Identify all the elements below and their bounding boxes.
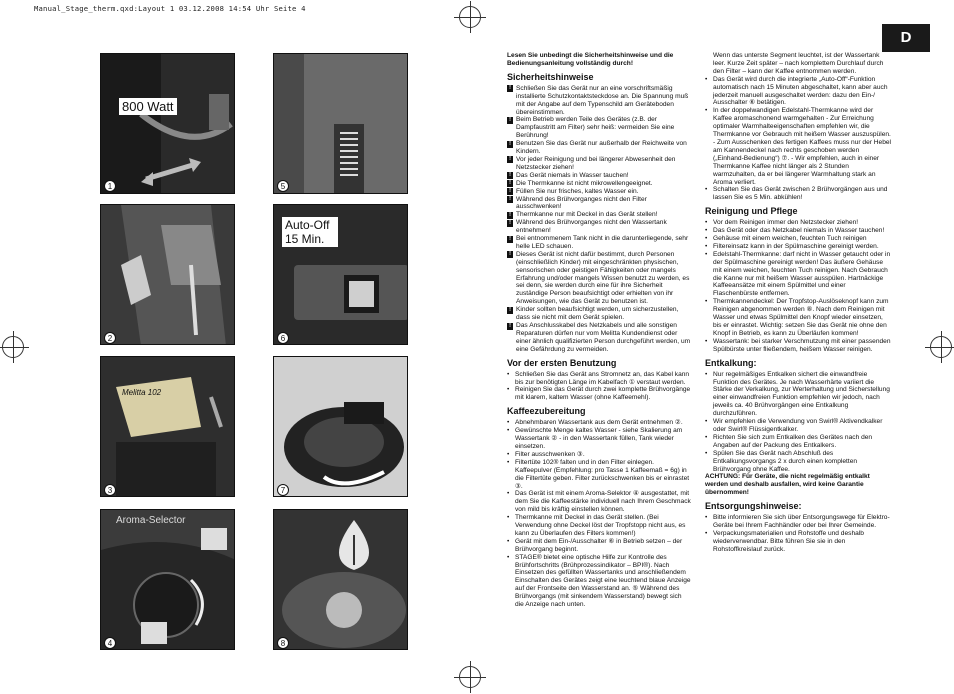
registration-mark-top — [459, 6, 481, 28]
bullet-icon: • — [705, 337, 708, 345]
text-column-2 — [705, 52, 891, 554]
list-item — [705, 338, 891, 354]
item-text: Richten Sie sich zum Entkalken des Gerätes nach den Angaben auf der Packung des Entkalkers. — [713, 433, 873, 449]
item-text: Während des Brühvorganges nicht den Filter ausschwenken! — [516, 195, 647, 211]
figure-7 — [273, 356, 408, 497]
item-text: Thermkannendeckel: Der Tropfstop-Auslöseknopf kann zum Reinigen abgenommen werden ⑧. Nach dem Reinigen mit Wasser und etwas Spülmittel den Knopf wieder einsetzen, bis er einrastet. Wichtig: setzen Sie das Gerät nie ohne den Knopf in Betrieb, es kann zu Überläufen kommen! — [713, 298, 889, 337]
item-text: Reinigen Sie das Gerät durch zwei komplette Brühvorgänge mit klarem, kaltem Wasser (ohne Kaffeemehl). — [515, 386, 691, 402]
exclamation-icon: ! — [507, 236, 513, 243]
figure-1-label: 800 Watt — [119, 98, 177, 115]
item-text: STAGE® bietet eine optische Hilfe zur Kontrolle des Brühfortschritts (Brühprozessindikator – BPI®). Nach Einsetzen des gefüllten Wassertanks und anschließendem Einschalten des Gerätes zeigt eine leuchtend blaue Anzeige auf der Frontseite den Wasserstand an. ⑤ Während des Brühvorgangs (mit sinkendem Wasserstand) bewegt sich die Anzeige nach unten. — [515, 553, 691, 609]
item-text: Nur regelmäßiges Entkalken sichert die einwandfreie Funktion des Gerätes. Je nach Wasserhärte variiert die Stärke der Verkalkung, zur Werterhaltung und Sicherstellung einer einwandfreien Funktion empfehlen wir jedoch, nach jeweils ca. 40 Brühvorgängen eine Entkalkung durchzuführen. — [713, 370, 890, 418]
list-item — [705, 434, 891, 450]
item-text: Bei entnommenem Tank nicht in die darunterliegende, sehr helle LED schauen. — [516, 235, 689, 250]
warning-item — [507, 211, 692, 219]
safety-list — [507, 85, 692, 354]
exclamation-icon: ! — [507, 196, 513, 203]
list-item — [705, 227, 891, 235]
figure-2 — [100, 204, 235, 345]
item-text: Während des Brühvorganges nicht den Wassertank entnehmen! — [516, 219, 667, 235]
list-item — [705, 371, 891, 418]
item-text: Schließen Sie das Gerät nur an eine vorschriftsmäßig installierte Schutzkontaktsteckdose an. Die Spannung muß mit der Angabe auf dem Typenschild am Geräteboden übereinstimmen. — [516, 84, 689, 116]
bullet-icon: • — [507, 419, 510, 427]
disposal-list — [705, 514, 891, 554]
preparation-heading: Kaffeezubereitung — [507, 406, 586, 417]
exclamation-icon: ! — [507, 180, 513, 187]
figure-5-number: 5 — [277, 180, 289, 192]
exclamation-icon: ! — [507, 156, 513, 163]
figure-1 — [100, 53, 235, 194]
bullet-icon: • — [705, 186, 708, 194]
figure-4-number: 4 — [104, 637, 116, 649]
item-text: Bitte informieren Sie sich über Entsorgungswege für Elektro-Geräte bei Ihrem Fachhändler oder bei Ihrer Gemeinde. — [713, 514, 890, 530]
descaling-list — [705, 371, 891, 474]
preparation-list — [507, 419, 692, 609]
list-item — [705, 514, 891, 530]
warning-item — [507, 156, 692, 172]
item-text: Gewünschte Menge kaltes Wasser - siehe Skalierung am Wassertank ② - in den Wassertank füllen, Tank wieder einsetzen. — [515, 427, 683, 450]
first-use-heading: Vor der ersten Benutzung — [507, 357, 617, 368]
list-item — [507, 371, 692, 387]
figure-3 — [100, 356, 235, 497]
list-item — [507, 386, 692, 402]
exclamation-icon: ! — [507, 220, 513, 227]
list-item — [507, 419, 692, 427]
text-column-1 — [507, 52, 692, 609]
exclamation-icon: ! — [507, 117, 513, 124]
warning-item — [507, 235, 692, 251]
list-item — [507, 459, 692, 491]
item-text: Abnehmbaren Wassertank aus dem Gerät entnehmen ②. — [515, 419, 683, 427]
bullet-icon: • — [507, 553, 510, 561]
bullet-icon: • — [705, 250, 708, 258]
bullet-icon: • — [507, 370, 510, 378]
item-text: Verpackungsmaterialien und Rohstoffe und deshalb wiederverwendbar. Bitte führen Sie sie in den Rohstoffkreislauf zurück. — [713, 529, 864, 553]
item-text: Gehäuse mit einem weichen, feuchten Tuch reinigen — [713, 235, 867, 243]
item-text: Das Gerät niemals in Wasser tauchen! — [516, 171, 629, 179]
bullet-icon: • — [705, 449, 708, 457]
item-text: Das Gerät ist mit einem Aroma-Selektor ④ ausgestattet, mit dem Sie die Kaffeestärke individuell nach Ihrem Geschmack von mild bis kräftig einstellen können. — [515, 490, 691, 514]
item-text: Wir empfehlen die Verwendung von Swirl® Aktivendkalker oder Swirl® Flüssigentkalker. — [713, 418, 883, 433]
list-item — [507, 538, 692, 554]
warning-item — [507, 172, 692, 180]
bullet-icon: • — [705, 298, 708, 306]
file-header: Manual_Stage_therm.qxd:Layout 1 03.12.2008 14:54 Uhr Seite 4 — [34, 4, 306, 13]
list-item — [705, 243, 891, 251]
list-item — [705, 76, 891, 108]
figure-8-number: 8 — [277, 637, 289, 649]
list-item — [507, 427, 692, 451]
bullet-icon: • — [507, 458, 510, 466]
figure-6-number: 6 — [277, 332, 289, 344]
continuation-list — [705, 76, 891, 203]
warning-item — [507, 306, 692, 322]
item-text: Filtereinsatz kann in der Spülmaschine gereinigt werden. — [713, 242, 879, 250]
warning-item — [507, 140, 692, 156]
item-text: Füllen Sie nur frisches, kaltes Wasser ein. — [516, 187, 639, 195]
exclamation-icon: ! — [507, 307, 513, 314]
warning-item — [507, 251, 692, 306]
item-text: Beim Betrieb werden Teile des Gerätes (z.B. der Dampfaustritt am Filter) sehr heiß: vermeiden Sie eine Berührung! — [516, 116, 675, 140]
warning-item — [507, 196, 692, 212]
item-text: In der doppelwandigen Edelstahl-Thermkanne wird der Kaffee aromaschonend warmgehalten - Zur Erreichung optimaler Warmhalteeigenschaften empfehlen wir, die Thermkanne vor Gebrauch mit heißem Wasser auszuspülen. - Zum Ausschenken des fertigen Kaffees muss nur der Hebel am Kannendeckel nach rechts geschoben werden („Einhand-Bedienung“) ⑦. - Wir empfehlen, auch in einer Thermkanne Kaffee nicht länger als 2 Stunden warmzuhalten, da er bei längerer Warmhaltung stark an Aroma verliert. — [713, 107, 892, 186]
safety-heading: Sicherheitshinweise — [507, 71, 594, 82]
warning-item — [507, 219, 692, 235]
figure-1-number: 1 — [104, 180, 116, 192]
bullet-icon: • — [705, 370, 708, 378]
figure-7-number: 7 — [277, 484, 289, 496]
item-text: Das Gerät oder das Netzkabel niemals in Wasser tauchen! — [713, 227, 885, 235]
disposal-heading: Entsorgungshinweise: — [705, 501, 802, 512]
first-use-list — [507, 371, 692, 403]
bullet-icon: • — [705, 235, 708, 243]
item-text: Wassertank: bei starker Verschmutzung mit einer passenden Spülbürste unter fließendem, heißem Wasser reinigen. — [713, 337, 891, 353]
item-text: Vor jeder Reinigung und bei längerer Abwesenheit den Netzstecker ziehen! — [516, 155, 676, 171]
list-item — [507, 490, 692, 514]
warning-text: ACHTUNG: Für Geräte, die nicht regelmäßig entkalkt werden und deshalb ausfallen, wird keine Garantie übernommen! — [705, 473, 870, 497]
figure-6 — [273, 204, 408, 345]
item-text: Schließen Sie das Gerät ans Stromnetz an, das Kabel kann bis zur benötigten Länge im Kabelfach ① verstaut werden. — [515, 370, 690, 386]
bullet-icon: • — [705, 514, 708, 522]
item-text: Benutzen Sie das Gerät nur außerhalb der Reichweite von Kindern. — [516, 140, 687, 156]
item-text: Gerät mit dem Ein-/Ausschalter ⑥ in Betrieb setzen – der Brühvorgang beginnt. — [515, 537, 683, 553]
registration-mark-bottom — [459, 666, 481, 688]
item-text: Das Gerät wird durch die integrierte „Auto-Off“-Funktion automatisch nach 15 Minuten abgeschaltet, kann aber auch jederzeit manuell ausgeschaltet werden: dazu den Ein-/ Ausschalter ⑥ betätigen. — [713, 75, 888, 107]
exclamation-icon: ! — [507, 212, 513, 219]
figure-6-label: Auto-Off 15 Min. — [282, 217, 338, 247]
figure-3-number: 3 — [104, 484, 116, 496]
bullet-icon: • — [705, 219, 708, 227]
warning-item — [507, 116, 692, 140]
registration-mark-right — [930, 336, 952, 358]
item-text: Thermkanne mit Deckel in das Gerät stellen. (Bei Verwendung ohne Deckel löst der Tropfstopp nicht aus, es kann zu Überlaufen des Filters kommen!) — [515, 514, 686, 537]
bullet-icon: • — [705, 107, 708, 115]
list-item — [705, 235, 891, 243]
bullet-icon: • — [507, 386, 510, 394]
item-text: Edelstahl-Thermkanne: darf nicht in Wasser getaucht oder in der Spülmaschine gereinigt werden! Das äußere Gehäuse mit einem weichen, feuchten Tuch reinigen. Nach Gebrauch die Kanne nur mit heißem Wasser ausspülen. Hartnäckige Kaffeeansätze mit einem Spülmittel und einer Flaschenbürste entfernen. — [713, 250, 891, 298]
list-item — [705, 107, 891, 186]
figure-4 — [100, 509, 235, 650]
bullet-icon: • — [507, 537, 510, 545]
cleaning-list — [705, 219, 891, 353]
list-item — [705, 251, 891, 298]
warning-item — [507, 180, 692, 188]
list-item — [705, 298, 891, 338]
item-text: Dieses Gerät ist nicht dafür bestimmt, durch Personen (einschließlich Kinder) mit eingeschränkten physischen, sensorischen oder geistigen Fähigkeiten oder mangels Erfahrung und/oder mangels Wissen benutzt zu werden, es sei denn, sie werden durch eine für ihre Sicherheit zuständige Person beaufsichtigt oder erhielten von ihr Anweisungen, wie das Gerät zu benutzen ist. — [516, 250, 690, 306]
list-item — [705, 450, 891, 474]
exclamation-icon: ! — [507, 85, 513, 92]
list-item — [705, 186, 891, 202]
item-text: Die Thermkanne ist nicht mikrowellengeeignet. — [516, 179, 653, 187]
item-text: Spülen Sie das Gerät nach Abschluß des Entkalkungsvorgangs 2 x durch einen kompletten Brühvorgang ohne Kaffee. — [713, 449, 858, 473]
item-text: Filtertüte 102® falten und in den Filter einlegen. Kaffeepulver (Empfehlung: pro Tasse 1 Kaffeemaß = 6g) in die Filtertüte geben. Filter zurückschwenken bis er einrastet ③. — [515, 458, 690, 490]
bullet-icon: • — [705, 75, 708, 83]
descaling-heading: Entkalkung: — [705, 357, 757, 368]
figure-5 — [273, 53, 408, 194]
item-text: Thermkanne nur mit Deckel in das Gerät stellen! — [516, 211, 658, 219]
exclamation-icon: ! — [507, 188, 513, 195]
item-text: Kinder sollten beaufsichtigt werden, um sicherzustellen, dass sie nicht mit dem Gerät spielen. — [516, 306, 679, 322]
language-tab: D — [882, 24, 930, 52]
exclamation-icon: ! — [507, 251, 513, 258]
list-item — [705, 530, 891, 554]
bullet-icon: • — [507, 514, 510, 522]
bullet-icon: • — [507, 490, 510, 498]
list-item — [705, 418, 891, 434]
list-item — [507, 451, 692, 459]
registration-mark-left — [2, 336, 24, 358]
exclamation-icon: ! — [507, 172, 513, 179]
item-text: Filter ausschwenken ③. — [515, 450, 585, 458]
intro-text: Lesen Sie unbedingt die Sicherheitshinweise und die Bedienungsanleitung vollständig durch! — [507, 52, 674, 67]
exclamation-icon: ! — [507, 141, 513, 148]
warning-item — [507, 188, 692, 196]
continuation-text: Wenn das unterste Segment leuchtet, ist der Wassertank leer. Kurze Zeit später – nach komplettem Durchlauf durch den Filter – kann der Kaffee entnommen werden. — [713, 52, 884, 75]
list-item — [705, 219, 891, 227]
bullet-icon: • — [705, 433, 708, 441]
bullet-icon: • — [705, 529, 708, 537]
list-item — [507, 554, 692, 609]
figure-2-number: 2 — [104, 332, 116, 344]
bullet-icon: • — [705, 227, 708, 235]
list-item — [507, 514, 692, 538]
item-text: Schalten Sie das Gerät zwischen 2 Brühvorgängen aus und lassen Sie es 5 Min. abkühlen! — [713, 186, 888, 202]
item-text: Das Anschlusskabel des Netzkabels und alle sonstigen Reparaturen dürfen nur vom Melitta Kundendienst oder einer ähnlich qualifizierten Person durchgeführt werden, um eine Gefährdung zu vermeiden. — [516, 322, 691, 353]
warning-item — [507, 85, 692, 117]
cleaning-heading: Reinigung und Pflege — [705, 206, 798, 217]
figure-4-label: Aroma-Selector — [116, 515, 186, 526]
bullet-icon: • — [507, 450, 510, 458]
figure-8 — [273, 509, 408, 650]
warning-item — [507, 322, 692, 354]
exclamation-icon: ! — [507, 323, 513, 330]
bullet-icon: • — [507, 427, 510, 435]
figure-3-label: Melitta 102 — [122, 388, 162, 397]
bullet-icon: • — [705, 242, 708, 250]
item-text: Vor dem Reinigen immer den Netzstecker ziehen! — [713, 219, 859, 227]
bullet-icon: • — [705, 418, 708, 426]
